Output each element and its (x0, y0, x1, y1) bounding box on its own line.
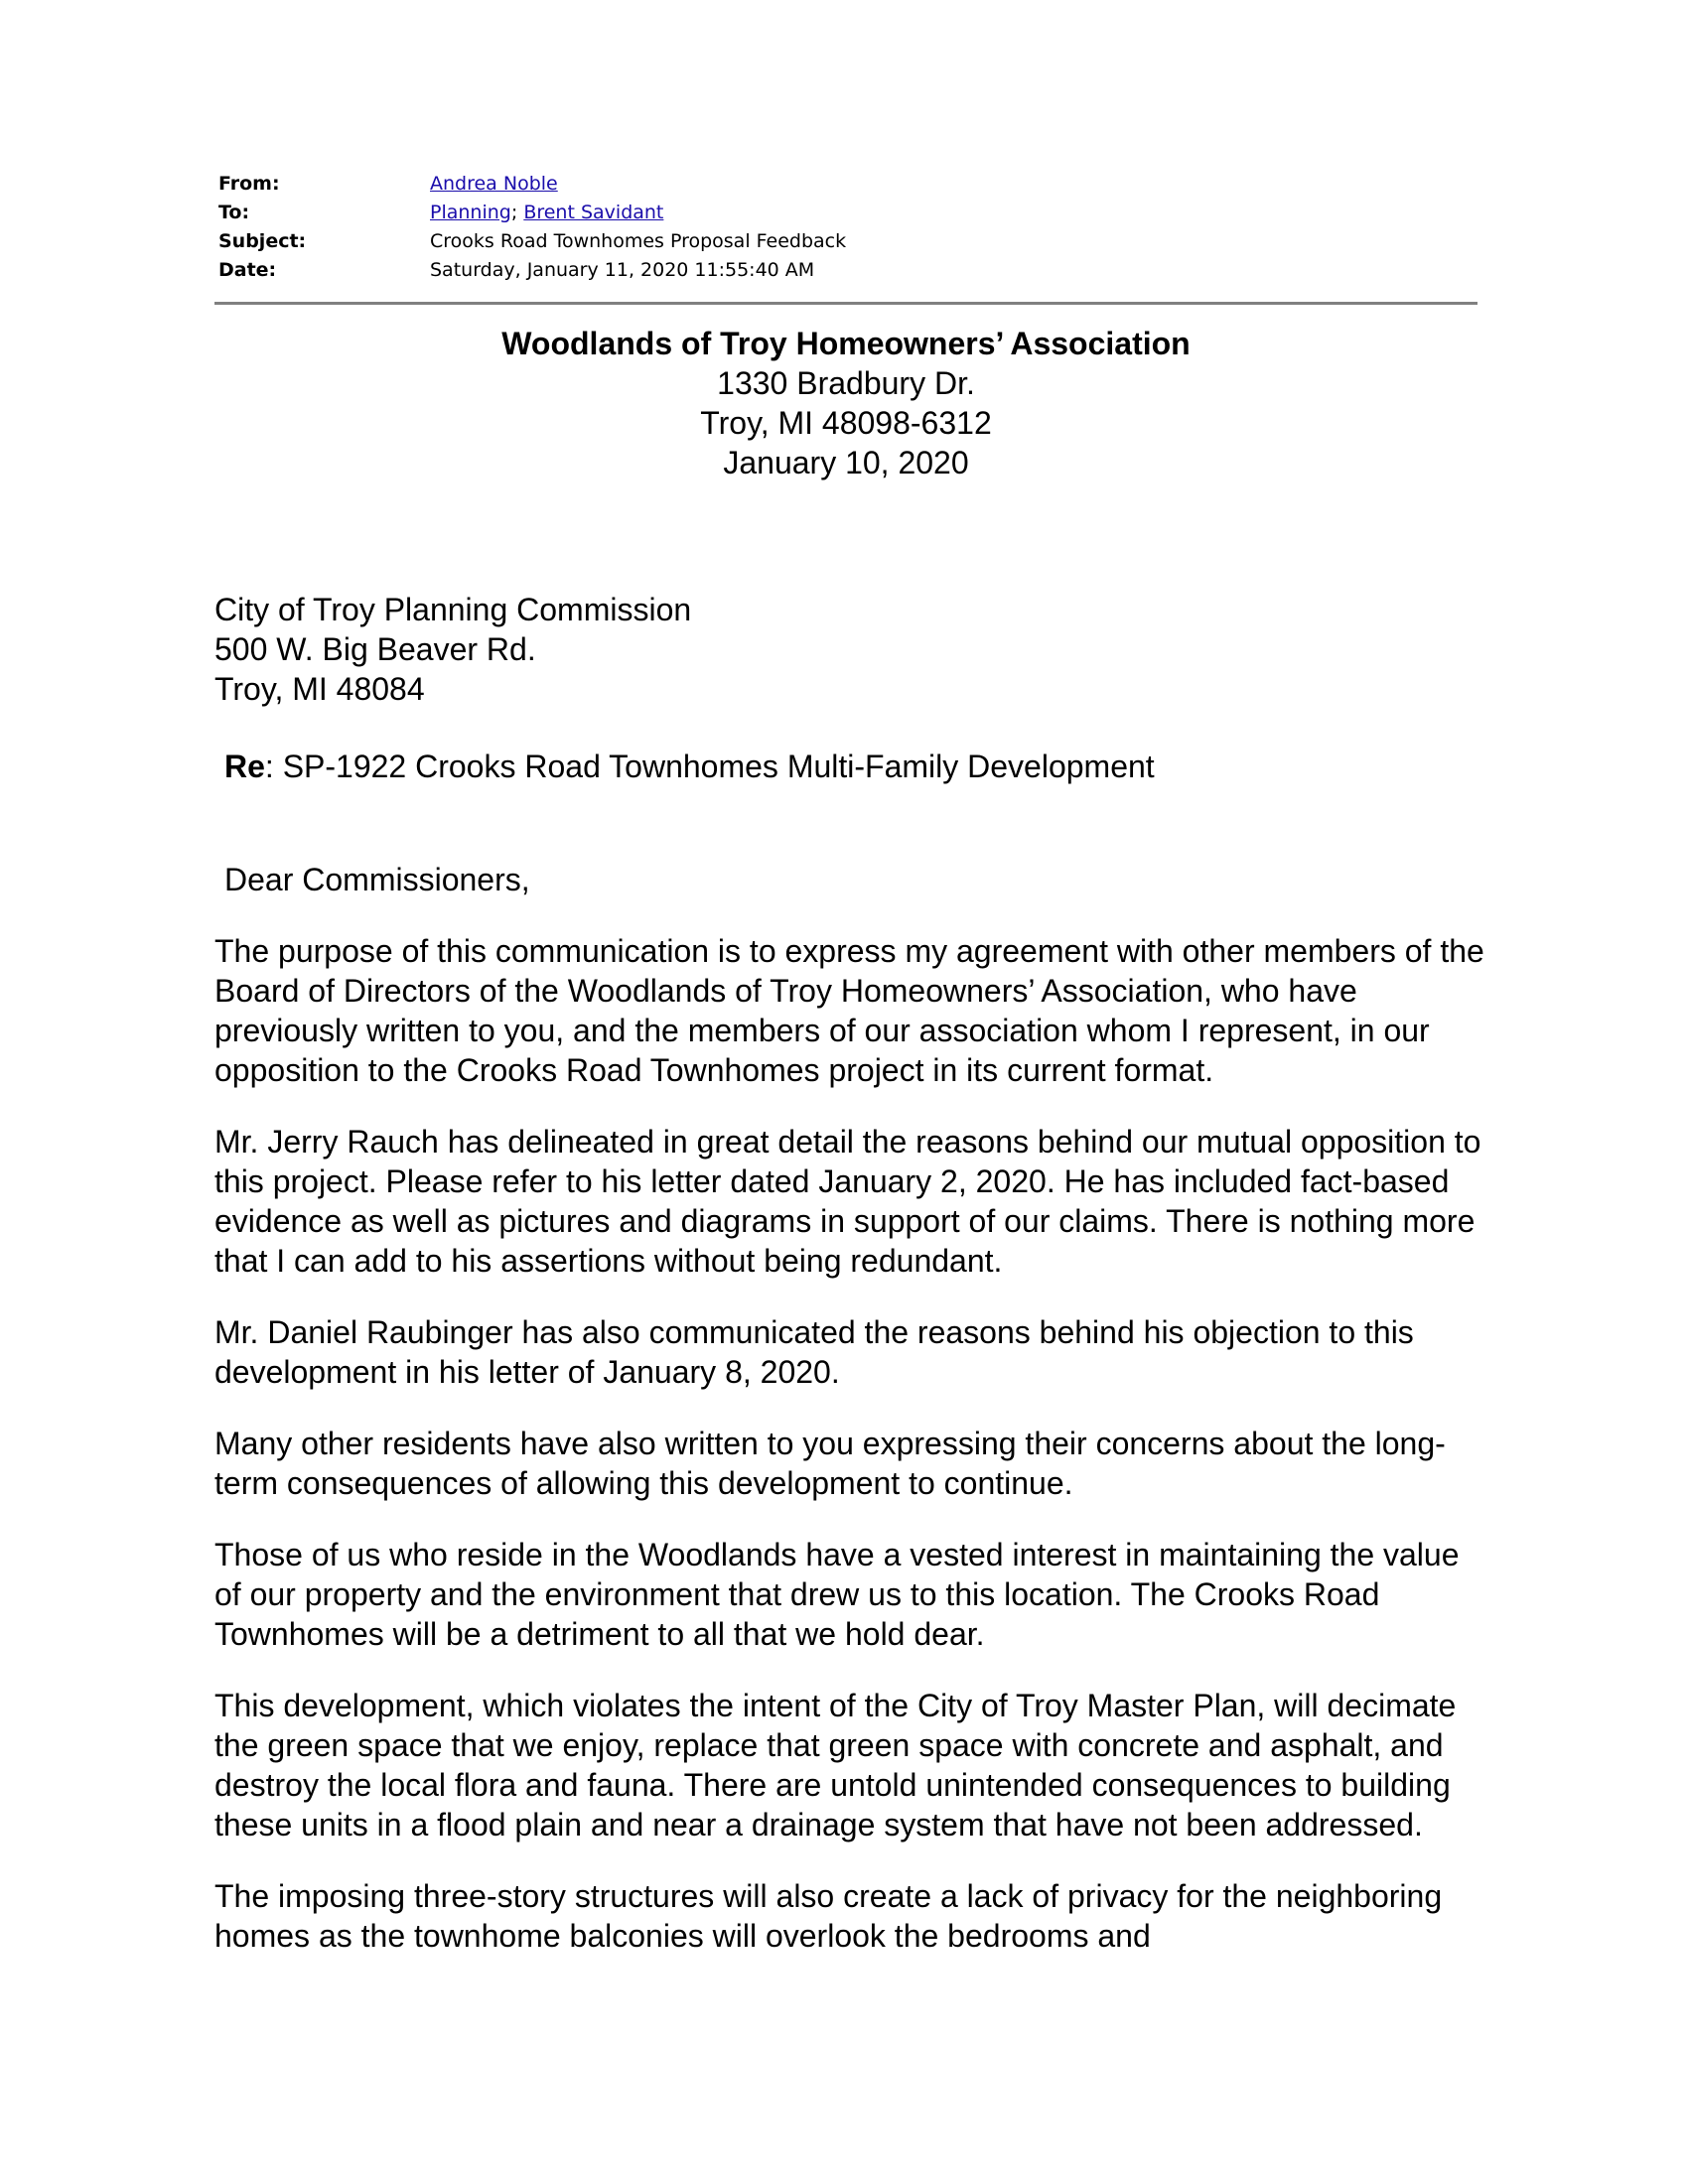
date-label: Date: (218, 258, 277, 281)
subject-value: Crooks Road Townhomes Proposal Feedback (430, 229, 847, 252)
to-link-brent-savidant[interactable]: Brent Savidant (523, 201, 664, 223)
date-value: Saturday, January 11, 2020 11:55:40 AM (430, 258, 815, 281)
to-separator: ; (510, 201, 524, 223)
association-street: 1330 Bradbury Dr. (717, 365, 975, 401)
association-name: Woodlands of Troy Homeowners’ Association (501, 326, 1191, 361)
paragraph: Many other residents have also written to you expressing their concerns about the long-term consequences of allowing this development to continue. (214, 1426, 1446, 1501)
letterhead (214, 324, 1477, 482)
re-label: Re (224, 749, 265, 784)
letter-body (214, 931, 1485, 1987)
from-link[interactable]: Andrea Noble (430, 172, 558, 195)
date-row (218, 255, 1479, 284)
re-line (214, 747, 1495, 786)
paragraph: Those of us who reside in the Woodlands have a vested interest in maintaining the value of our property and the environment that drew us to this location. The Crooks Road Townhomes will be a detriment to all that we hold dear. (214, 1537, 1460, 1652)
paragraph: Mr. Jerry Rauch has delineated in great detail the reasons behind our mutual opposition to this project. Please refer to his letter dated January 2, 2020. He has included fact-based evidence as well as pictures and diagrams in support of our claims. There is nothing more that I can add to his assertions without being redundant. (214, 1124, 1481, 1279)
re-text: : SP-1922 Crooks Road Townhomes Multi-Family Development (264, 749, 1155, 784)
association-city: Troy, MI 48098-6312 (700, 405, 992, 441)
paragraph: This development, which violates the intent of the City of Troy Master Plan, will decimate the green space that we enjoy, replace that green space with concrete and asphalt, and destroy the local flora and fauna. There are untold unintended consequences to building these units in a flood plain and near a drainage system that have not been addressed. (214, 1688, 1457, 1843)
from-label: From: (218, 172, 280, 195)
to-link-planning[interactable]: Planning (430, 201, 511, 223)
to-row (218, 198, 1479, 226)
recipient-line-1: City of Troy Planning Commission (214, 592, 692, 627)
paragraph: Mr. Daniel Raubinger has also communicated the reasons behind his objection to this development in his letter of January 8, 2020. (214, 1314, 1414, 1390)
recipient-line-2: 500 W. Big Beaver Rd. (214, 631, 536, 667)
recipient-address (214, 590, 1485, 709)
letter-date: January 10, 2020 (723, 445, 969, 480)
email-header (218, 169, 1479, 284)
header-divider (214, 302, 1477, 305)
subject-label: Subject: (218, 229, 307, 252)
subject-row (218, 226, 1479, 255)
salutation: Dear Commissioners, (224, 862, 530, 897)
recipient-line-3: Troy, MI 48084 (214, 671, 425, 707)
to-label: To: (218, 201, 250, 223)
paragraph: The purpose of this communication is to express my agreement with other members of the Board of Directors of the Woodlands of Troy Homeowners’ Association, who have previously written to you, and the members of our association whom I represent, in our opposition to the Crooks Road Townhomes project in its current format. (214, 933, 1484, 1088)
paragraph: The imposing three-story structures will also create a lack of privacy for the neighboring homes as the townhome balconies will overlook the bedrooms and (214, 1878, 1443, 1954)
from-row (218, 169, 1479, 198)
